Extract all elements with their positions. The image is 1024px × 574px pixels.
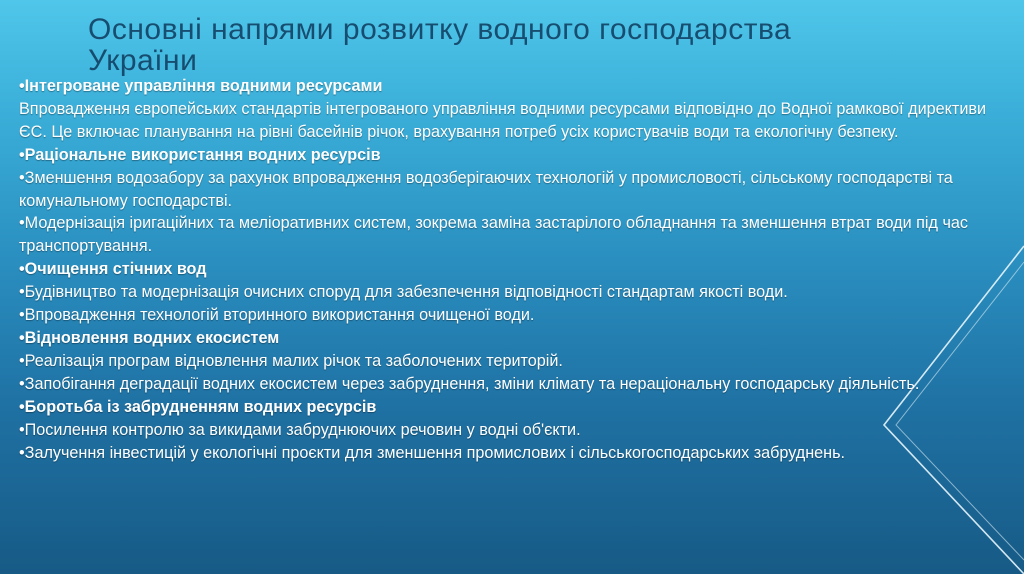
section-heading-integrated-management: •Інтегроване управління водними ресурсами [19,77,383,95]
section-heading-wastewater: •Очищення стічних вод [19,260,207,279]
section-heading-ecosystems: •Відновлення водних екосистем [19,328,280,347]
bullet-water-saving: •Зменшення водозабору за рахунок впровадження водозберігаючих технологій у промисловості, сільському господарстві та комунальному господарстві. [19,168,953,210]
bullet-emission-control: •Посилення контролю за викидами забруднюючих речовин у водні об'єкти. [19,420,581,439]
paragraph-integrated-management: Впровадження європейських стандартів інтегрованого управління водними ресурсами відповідно до Водної рамкової директиви ЄС. Це включає планування на рівні басейнів річок, врахування потреб усіх користувачів води та екологічну безпеку. [19,99,987,141]
bullet-degradation-prevention: •Запобігання деградації водних екосистем через забруднення, зміни клімату та нераціональну господарську діяльність. [19,374,920,393]
slide-title: Основні напрями розвитку водного господарства України [88,13,792,77]
section-heading-rational-use: •Раціональне використання водних ресурсів [19,145,381,164]
bullet-treatment-plants: •Будівництво та модернізація очисних споруд для забезпечення відповідності стандартам якості води. [19,283,788,302]
bullet-water-reuse: •Впровадження технологій вторинного використання очищеної води. [19,306,535,325]
bullet-river-restoration: •Реалізація програм відновлення малих річок та заболочених територій. [19,351,563,370]
bullet-irrigation-modernization: •Модернізація іригаційних та меліоративних систем, зокрема заміна застарілого обладнання та зменшення втрат води під час транспортування. [19,214,968,256]
section-heading-pollution: •Боротьба із забрудненням водних ресурсів [19,397,377,416]
slide-content [19,75,1009,464]
bullet-investments: •Залучення інвестицій у екологічні проєкти для зменшення промислових і сільськогосподарських забруднень. [19,443,846,462]
